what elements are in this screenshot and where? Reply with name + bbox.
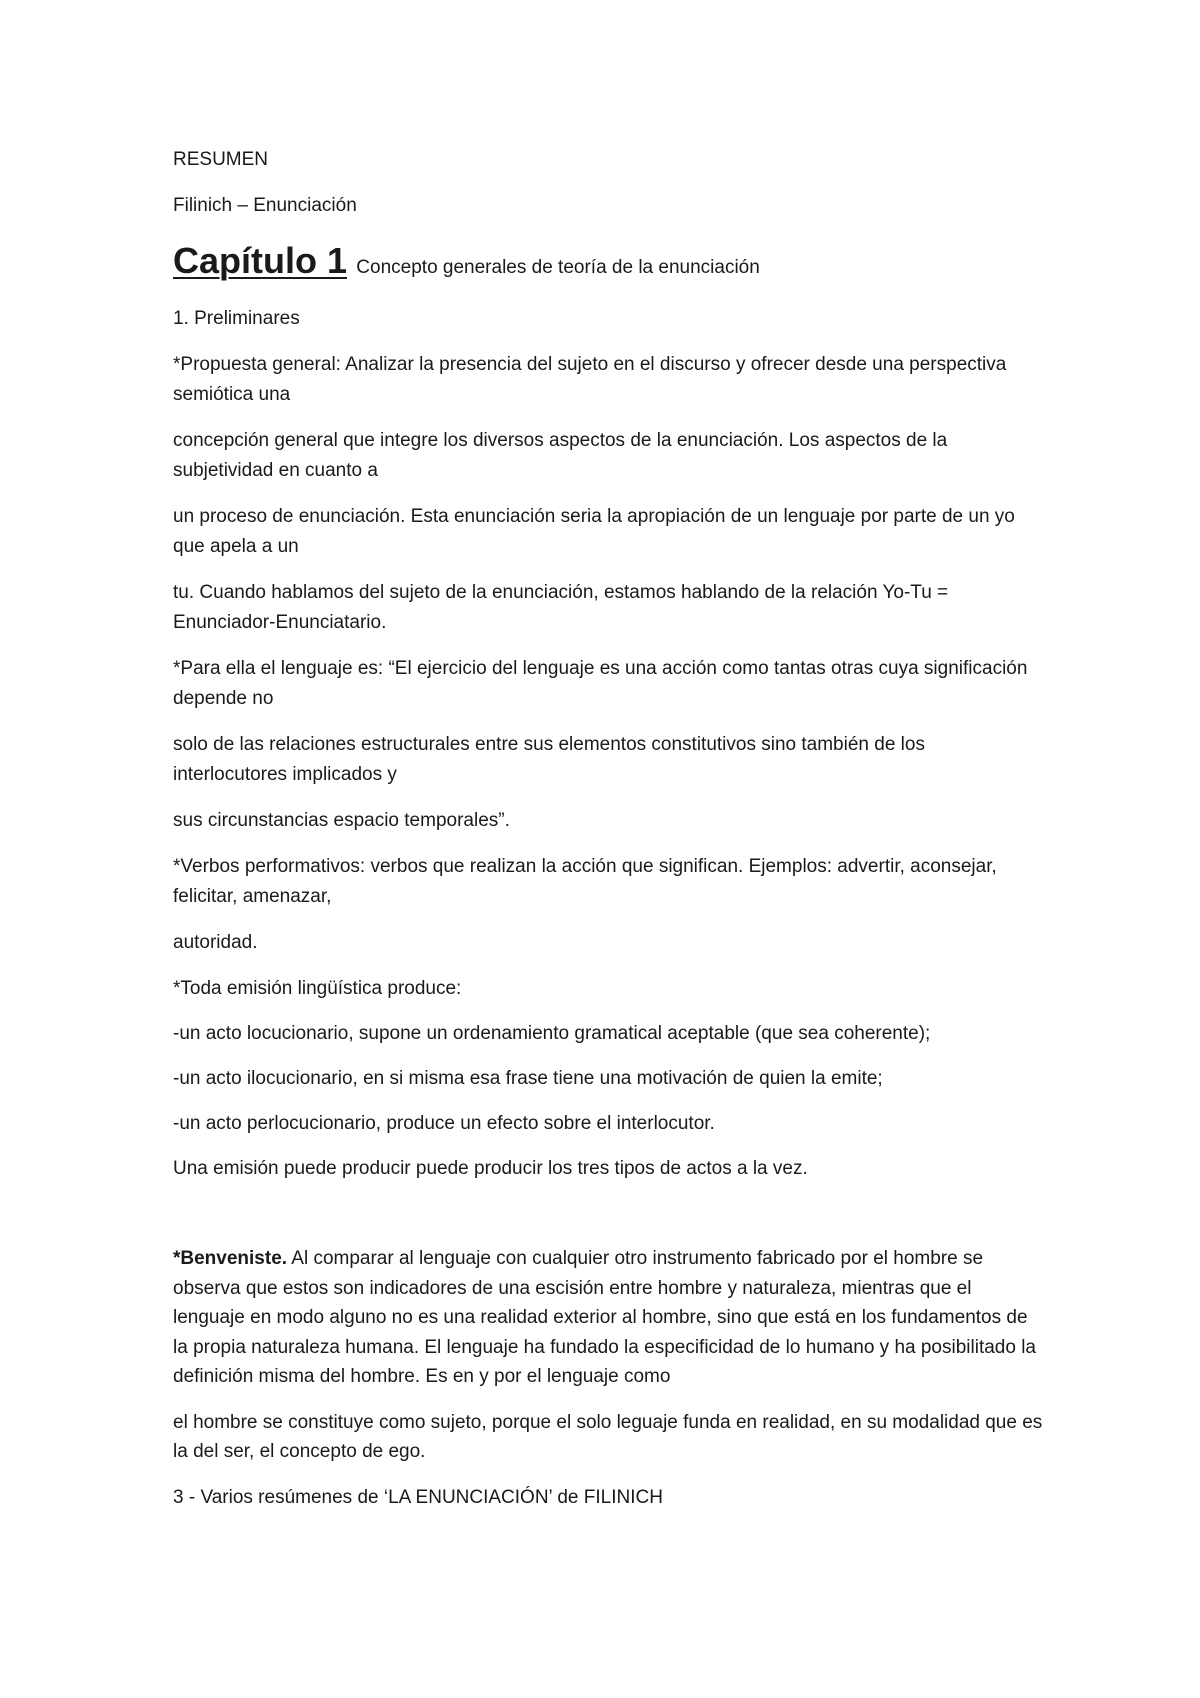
benveniste-lead: *Benveniste.	[173, 1248, 288, 1269]
list-item: -un acto ilocucionario, en si misma esa frase tiene una motivación de quien la emite;	[173, 1068, 883, 1089]
paragraph: tu. Cuando hablamos del sujeto de la enunciación, estamos hablando de la relación Yo-Tu = Enunciador-Enunciatario.	[173, 582, 949, 633]
chapter-subtitle: Concepto generales de teoría de la enunciación	[356, 257, 760, 278]
benveniste-continuation: el hombre se constituye como sujeto, porque el solo leguaje funda en realidad, en su modalidad que es la del ser, el concepto de ego.	[173, 1411, 1043, 1462]
paragraph: solo de las relaciones estructurales entre sus elementos constitutivos sino también de los interlocutores implicados y	[173, 734, 925, 785]
paragraph: un proceso de enunciación. Esta enunciación seria la apropiación de un lenguaje por parte de un yo que apela a un	[173, 506, 1015, 557]
header-label: RESUMEN	[173, 149, 269, 170]
chapter-heading	[173, 239, 1043, 290]
paragraph: *Toda emisión lingüística produce:	[173, 978, 462, 999]
section-heading: 1. Preliminares	[173, 308, 300, 329]
spacer	[173, 1200, 1043, 1244]
paragraph: autoridad.	[173, 932, 258, 953]
paragraph: *Para ella el lenguaje es: “El ejercicio del lenguaje es una acción como tantas otras cuya significación depende no	[173, 658, 1028, 709]
paragraph: sus circunstancias espacio temporales”.	[173, 810, 510, 831]
paragraph: *Propuesta general: Analizar la presencia del sujeto en el discurso y ofrecer desde una perspectiva semiótica una	[173, 354, 1007, 405]
benveniste-text: Al comparar al lenguaje con cualquier otro instrumento fabricado por el hombre se observa que estos son indicadores de una escisión entre hombre y naturaleza, mientras que el lenguaje en modo alguno no es una realidad exterior al hombre, sino que está en los fundamentos de la propia naturaleza humana. El lenguaje ha fundado la especificidad de lo humano y ha posibilitado la definición misma del hombre. Es en y por el lenguaje como	[173, 1248, 1036, 1387]
paragraph: concepción general que integre los diversos aspectos de la enunciación. Los aspectos de la subjetividad en cuanto a	[173, 430, 948, 481]
paragraph: Una emisión puede producir puede producir los tres tipos de actos a la vez.	[173, 1158, 808, 1179]
document-body	[173, 145, 1043, 1529]
list-item: -un acto locucionario, supone un ordenamiento gramatical aceptable (que sea coherente);	[173, 1023, 931, 1044]
document-subtitle: Filinich – Enunciación	[173, 195, 357, 216]
footer-line: 3 - Varios resúmenes de ‘LA ENUNCIACIÓN’ de FILINICH	[173, 1486, 663, 1508]
chapter-title: Capítulo 1	[173, 240, 348, 281]
list-item: -un acto perlocucionario, produce un efecto sobre el interlocutor.	[173, 1113, 715, 1134]
benveniste-paragraph	[173, 1244, 1043, 1392]
paragraph: *Verbos performativos: verbos que realizan la acción que significan. Ejemplos: advertir, aconsejar, felicitar, amenazar,	[173, 856, 997, 907]
